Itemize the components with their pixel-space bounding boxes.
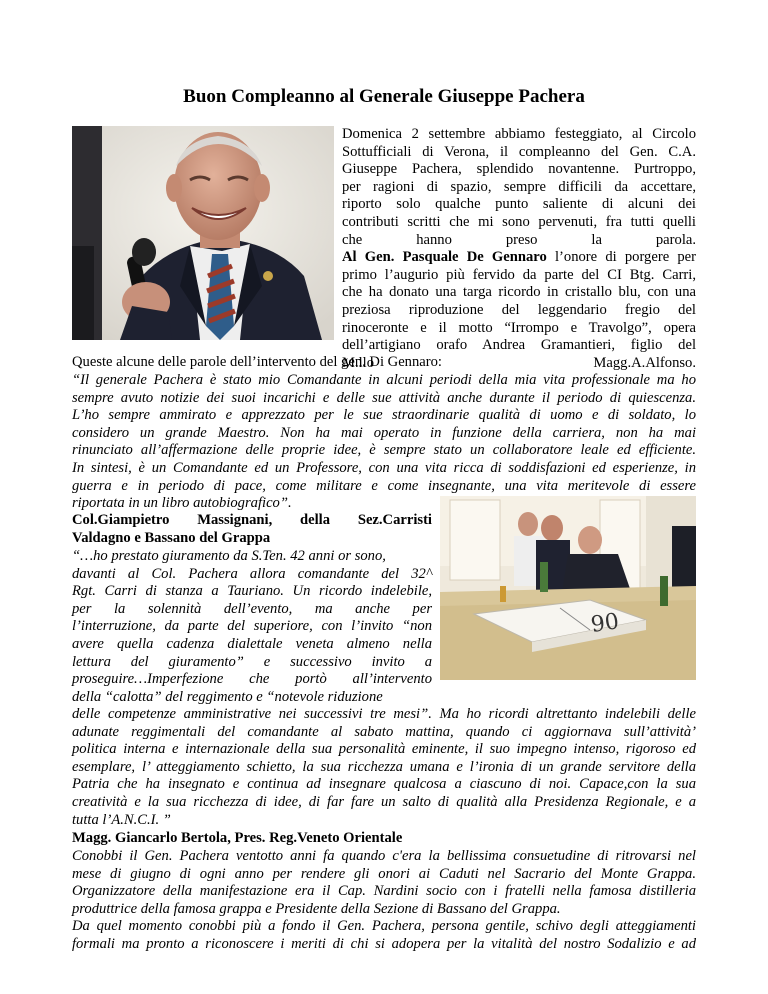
- quote-line: “…ho prestato giuramento da S.Ten. 42 anni or sono,: [72, 548, 386, 564]
- massignani-heading-line2: Valdagno e Bassano del Grappa: [72, 530, 271, 546]
- degennaro-quote: [72, 372, 696, 513]
- degennaro-line: che ha donato una targa ricordo in cristallo blu, con una: [342, 284, 696, 301]
- intro-line: riporto solo qualche punto saliente di alcuni dei: [342, 196, 696, 213]
- quote-line: avere quella cadenza dialettale veneta almeno nella: [72, 635, 432, 652]
- quote-line: davanti al Col. Pachera allora comandante del 32^: [72, 565, 432, 582]
- quote-line: adunate reggimentali del comandante al sabato mattina, quando ci aggiornava sull’attività’: [72, 723, 696, 740]
- degennaro-intro: Queste alcune delle parole dell’intervento del gen. Di Gennaro:: [72, 354, 442, 370]
- quote-line: In sintesi, è un Comandante ed un Professore, con una vita ricca di soddisfazioni ed esperienze, in: [72, 459, 696, 476]
- quote-line: lettura del giuramento” e successivo invito a: [72, 653, 432, 670]
- page-title: Buon Compleanno al Generale Giuseppe Pachera: [183, 86, 585, 107]
- intro-line: per ragioni di spazio, sempre difficili da accettare,: [342, 178, 696, 195]
- degennaro-line: dell’artigiano orafo Andrea Gramantieri, figlio del: [342, 337, 696, 354]
- degennaro-line: M.llo Magg.A.Alfonso.: [342, 354, 696, 371]
- quote-line: rinunciato all’affermazione delle proprie idee, è sempre stato un collaboratore leale ed efficiente.: [72, 442, 696, 459]
- quote-line: della “calotta” del reggimento e “notevole riduzione: [72, 688, 383, 705]
- quote-line: guerra e in periodo di pace, come militare e come insegnante, una vita meritevole di essere: [72, 477, 696, 494]
- celebration-illustration: [440, 496, 696, 680]
- text-line: Da quel momento conobbi più a fondo il Gen. Pachera, persona gentile, schivo degli atteggiamenti: [72, 918, 696, 935]
- quote-line: tutta l’A.N.C.I. ”: [72, 811, 171, 828]
- text-line: Organizzatore della manifestazione era il Cap. Nardini socio con i fratelli nella famosa distilleria: [72, 883, 696, 900]
- massignani-quote-full: [72, 706, 696, 829]
- intro-line: Sottufficiali di Verona, il compleanno del Gen. C.A.: [342, 143, 696, 160]
- quote-line: l’interruzione, da parte del superiore, con l’invito “non: [72, 618, 432, 635]
- degennaro-line: Al Gen. Pasquale De Gennaro l’onore di porgere per: [342, 249, 696, 266]
- intro-line: che hanno preso la parola.: [342, 231, 696, 248]
- quote-line: proseguire…Imperfezione che portò all’intervento: [72, 671, 432, 688]
- intro-line: Giuseppe Pachera, splendido novantenne. Purtroppo,: [342, 161, 696, 178]
- quote-line: L’ho sempre ammirato e apprezzato per le sue straordinarie qualità di uomo e di soldato, lo: [72, 407, 696, 424]
- bertola-heading: Magg. Giancarlo Bertola, Pres. Reg.Veneto Orientale: [72, 830, 403, 846]
- intro-line: contributi scritti che mi sono pervenuti, fra tutti quelli: [342, 213, 696, 230]
- quote-line: considero un grande Maestro. Non ha mai operato in funzione della carriera, non ha mai: [72, 424, 696, 441]
- quote-line: riportata in un libro autobiografico”.: [72, 495, 292, 512]
- massignani-heading: Col.Giampietro Massignani, della Sez.Carristi: [72, 512, 432, 528]
- bertola-text: [72, 848, 696, 954]
- degennaro-line: rinoceronte e il motto “Irrompo e Travolgo”, opera: [342, 319, 696, 336]
- quote-line: sempre avuto notizie dei suoi incarichi e delle sue attività anche durante il periodo di quiescenza.: [72, 389, 696, 406]
- degennaro-line: primo l’augurio più fervido da parte del CI Btg. Carri,: [342, 266, 696, 283]
- quote-line: esemplare, l’ atteggiamento schietto, la sua ricchezza umana e l’ironia di un grande servitore della: [72, 758, 696, 775]
- degennaro-name: Al Gen. Pasquale De Gennaro: [342, 249, 547, 266]
- degennaro-line: preziosa riproduzione del leggendario fregio del: [342, 301, 696, 318]
- quote-line: delle competenze amministrative nei successivi tre mesi”. Ma ho ricordi altrettanto indelebili delle: [72, 706, 696, 722]
- cake-celebration-photo: [440, 496, 696, 680]
- text-line: Conobbi il Gen. Pachera ventotto anni fa quando c'era la bellissima consuetudine di ritrovarsi nel: [72, 848, 696, 864]
- text-line: mese di giugno di ogni anno per rendere gli onori ai Caduti nel Sacrario del Monte Grappa.: [72, 865, 696, 882]
- quote-line: Rgt. Carri di stanza a Tauriano. Un ricordo indelebile,: [72, 583, 432, 600]
- cake-number: 90: [589, 609, 621, 638]
- text-line: formali ma pronto a riconoscere i meriti di chi si adopera per la vitalità del nostro Sodalizio e ad: [72, 935, 696, 952]
- portrait-illustration: [72, 126, 334, 340]
- massignani-quote-left: [72, 548, 432, 706]
- general-portrait-photo: [72, 126, 334, 340]
- quote-line: politica interna e internazionale della sua personalità eminente, il suo impegno intenso, rigoroso ed: [72, 741, 696, 758]
- quote-line: per la solennità dell’evento, ma anche per: [72, 600, 432, 617]
- text-line: produttrice della famosa grappa e Presidente della Sezione di Bassano del Grappa.: [72, 900, 561, 917]
- quote-line: “Il generale Pachera è stato mio Comandante in alcuni periodi della mia vita professionale ma ho: [72, 372, 696, 388]
- quote-line: creatività e la sua ricchezza di idee, di far fare un salto di qualità alla Presidenza Regionale, e a: [72, 793, 696, 810]
- intro-paragraph: [342, 126, 696, 372]
- intro-line: Domenica 2 settembre abbiamo festeggiato, al Circolo: [342, 126, 696, 142]
- quote-line: Patria che ha insegnato e continua ad insegnare qualcosa a ciascuno di noi. Capace,con la sua: [72, 776, 696, 793]
